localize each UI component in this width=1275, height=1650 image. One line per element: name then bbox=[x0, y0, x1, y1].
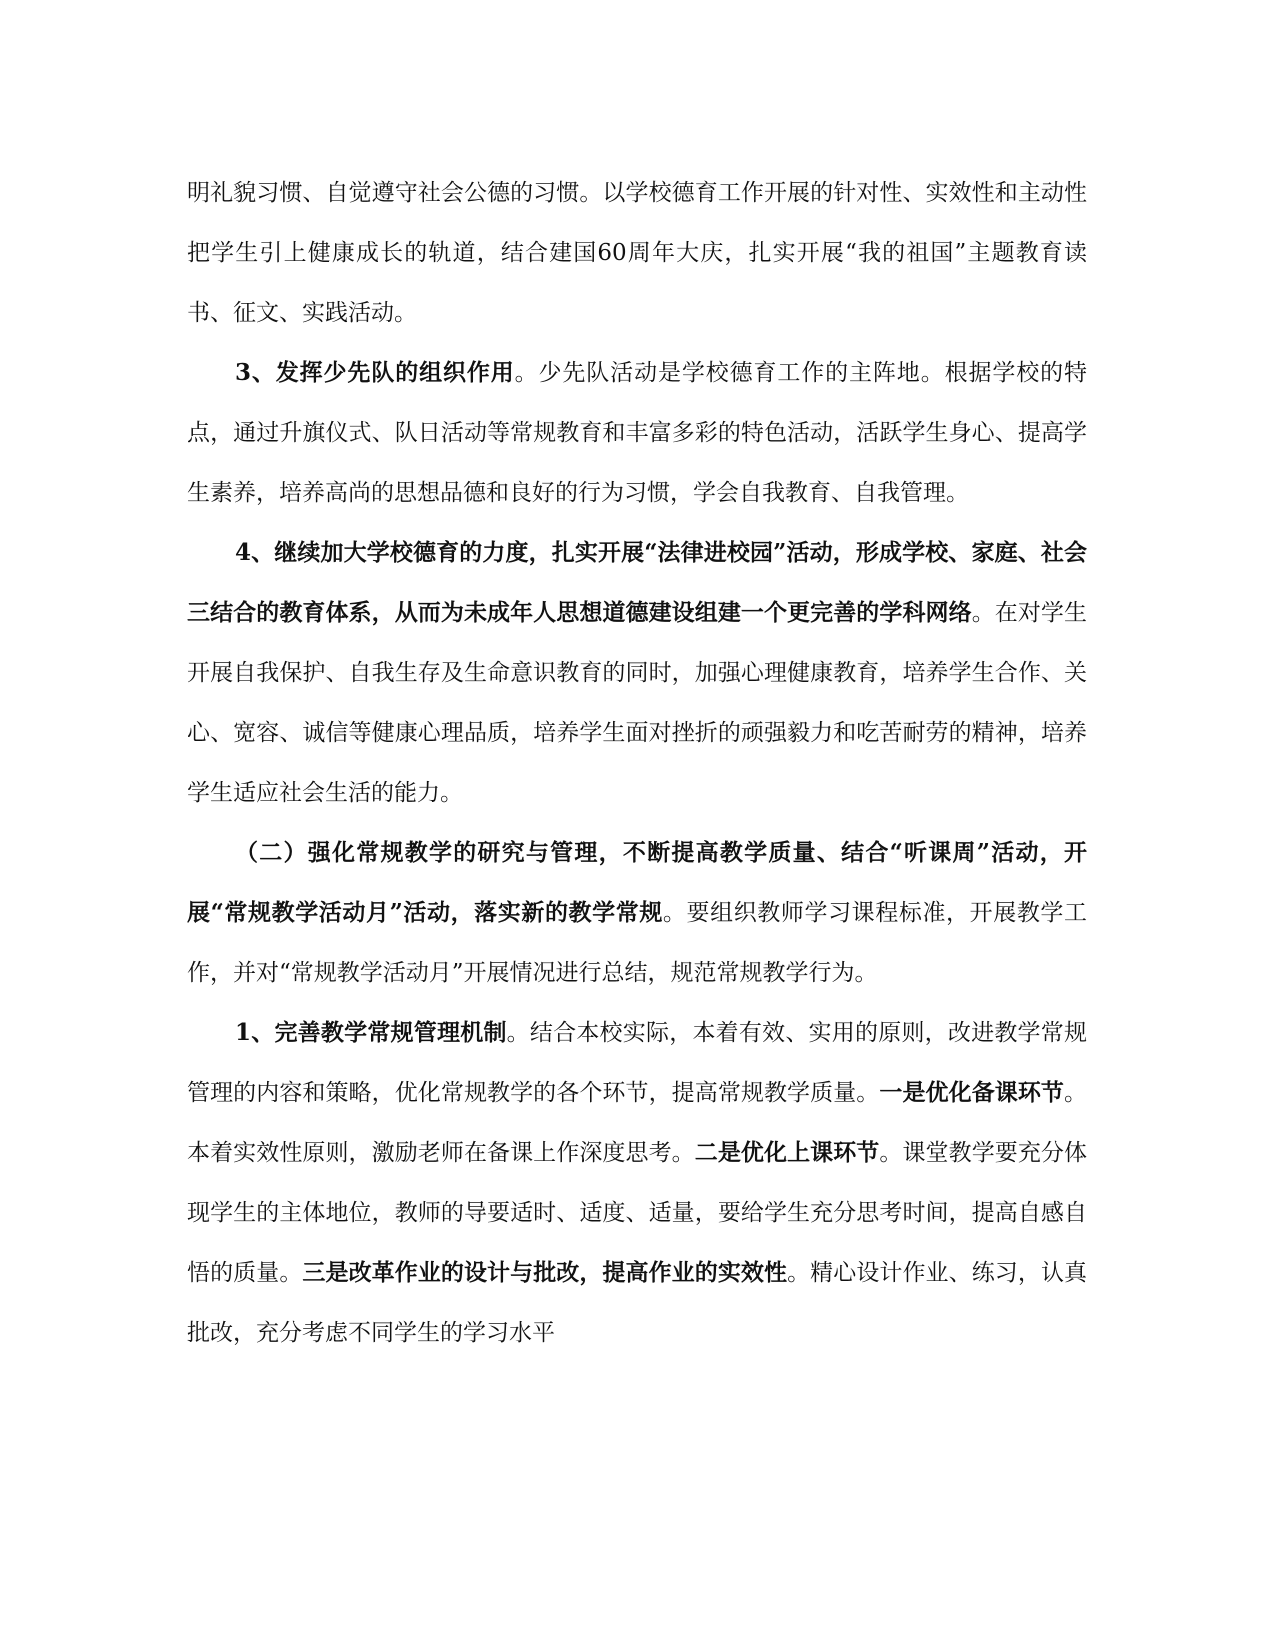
paragraph-text: 明礼貌习惯、自觉遵守社会公德的习惯。以学校德育工作开展的针对性、实效性和主动性把学生引上健康成长的轨道，结合建国60周年大庆，扎实开展“我的祖国”主题教育读书、征文、实践活动。 bbox=[187, 180, 1087, 326]
paragraph-text: 。在对学生开展自我保护、自我生存及生命意识教育的同时，加强心理健康教育，培养学生合作、关心、宽容、诚信等健康心理品质，培养学生面对挫折的顽强毅力和吃苦耐劳的精神，培养学生适应社会生活的能力。 bbox=[187, 600, 1088, 806]
heading-inline: 4、继续加大学校德育的力度，扎实开展“法律进校园”活动，形成学校、家庭、社会三结合的教育体系，从而为未成年人思想道德建设组建一个更完善的学科网络 bbox=[187, 539, 1087, 626]
paragraph-text: 。少先队活动是学校德育工作的主阵地。根据学校的特点，通过升旗仪式、队日活动等常规教育和丰富多彩的特色活动，活跃学生身心、提高学生素养，培养高尚的思想品德和良好的行为习惯，学会自我教育、自我管理。 bbox=[187, 360, 1088, 506]
paragraph-moral-habits bbox=[187, 163, 1087, 343]
point-one-heading: 一是优化备课环节 bbox=[879, 1079, 1065, 1106]
heading-inline: 3、发挥少先队的组织作用 bbox=[235, 359, 515, 386]
paragraph-text: 。结合本校实际，本着有效、实用的原则，改进教学常规管理的内容和策略，优化常规教学的各个环节，提高常规教学质量。 bbox=[187, 1020, 1087, 1106]
paragraph-young-pioneers bbox=[187, 343, 1087, 523]
document-page bbox=[187, 163, 1087, 1363]
section-heading: （二）强化常规教学的研究与管理，不断提高教学质量、结合“听课周”活动，开展“常规教学活动月”活动，落实新的教学常规 bbox=[187, 839, 1087, 926]
paragraph-text: 。本着实效性原则，激励老师在备课上作深度思考。 bbox=[187, 1080, 1088, 1166]
point-three-heading: 三是改革作业的设计与批改，提高作业的实效性 bbox=[302, 1259, 788, 1286]
paragraph-text: 。要组织教师学习课程标准，开展教学工作，并对“常规教学活动月”开展情况进行总结，规范常规教学行为。 bbox=[187, 900, 1088, 986]
point-two-heading: 二是优化上课环节 bbox=[694, 1139, 880, 1166]
paragraph-text: 。课堂教学要充分体现学生的主体地位，教师的导要适时、适度、适量，要给学生充分思考时间，提高自感自悟的质量。 bbox=[187, 1140, 1088, 1286]
paragraph-section-two bbox=[187, 823, 1087, 1003]
paragraph-law-campus bbox=[187, 523, 1087, 823]
paragraph-text: 。精心设计作业、练习，认真批改，充分考虑不同学生的学习水平 bbox=[187, 1260, 1088, 1346]
heading-inline: 1、完善教学常规管理机制 bbox=[235, 1019, 507, 1046]
paragraph-teaching-mechanism bbox=[187, 1003, 1087, 1363]
